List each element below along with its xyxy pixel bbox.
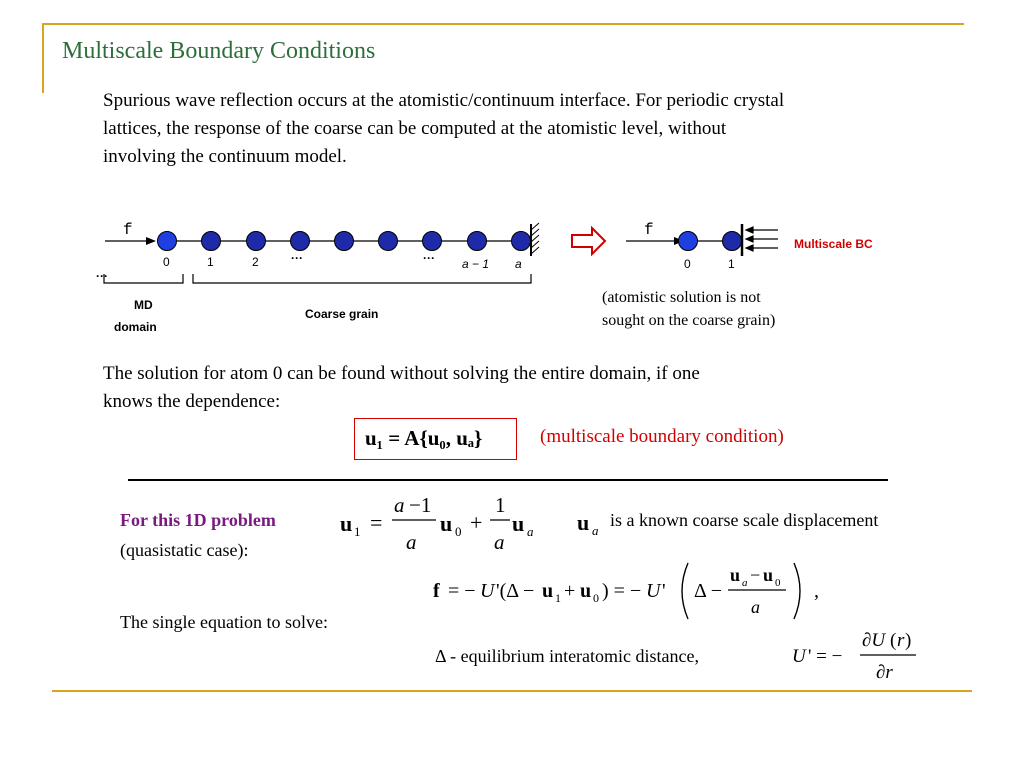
top-rule (42, 23, 964, 25)
svg-text:u: u (440, 511, 453, 536)
svg-text:': ' (662, 580, 666, 602)
slide-title: Multiscale Boundary Conditions (62, 38, 376, 64)
atom-5 (379, 232, 398, 251)
atom-label-a: a (515, 257, 522, 271)
reduced-atom-0 (679, 232, 698, 251)
svg-text:U: U (792, 646, 806, 667)
multiscale-bc-label: Multiscale BC (794, 237, 873, 251)
boxed-equation-text: u₁ = A{u₀, uₐ} (365, 426, 483, 450)
solution-paragraph (103, 360, 700, 416)
atom-label-1: 1 (207, 255, 214, 269)
svg-text:a: a (751, 597, 760, 617)
displacement-note: is a known coarse scale displacement (610, 510, 879, 530)
svg-text:0: 0 (593, 591, 599, 605)
svg-text:a: a (527, 524, 534, 539)
svg-text:∂U: ∂U (862, 630, 886, 651)
svg-text:0: 0 (775, 577, 781, 589)
atom-label-ellipsis-2: ··· (423, 251, 435, 265)
atom-label-0: 0 (163, 255, 170, 269)
section-divider (128, 479, 888, 481)
wall-hatching (531, 223, 539, 254)
force-arrowhead-left (146, 237, 156, 245)
md-bracket (104, 274, 183, 283)
solution-line-2: knows the dependence: (103, 391, 281, 412)
svg-text:f: f (433, 580, 440, 602)
svg-text:u: u (730, 565, 741, 585)
u-prime-equation (790, 626, 930, 690)
boxed-equation (354, 418, 517, 460)
reduced-chain-diagram (620, 210, 920, 280)
u1-equation (336, 487, 556, 557)
svg-text:): ) (905, 630, 912, 651)
atom-3 (291, 232, 310, 251)
reduced-atom-label-0: 0 (684, 257, 691, 271)
svg-text:U: U (480, 580, 495, 602)
atom-2 (247, 232, 266, 251)
svg-text:u: u (340, 511, 353, 536)
svg-text:Δ −: Δ − (694, 580, 723, 602)
bc-arrows (746, 227, 778, 251)
svg-text:+: + (564, 580, 576, 602)
md-label-line-1: MD (134, 298, 153, 312)
svg-text:r: r (897, 630, 905, 651)
svg-text:U: U (646, 580, 661, 602)
ua-symbol (575, 508, 605, 538)
svg-text:1: 1 (495, 493, 506, 517)
svg-text:a: a (394, 493, 405, 517)
svg-text:a: a (592, 523, 599, 538)
svg-text:u: u (577, 510, 590, 535)
svg-text:a: a (406, 530, 417, 554)
svg-text:) = −: ) = − (602, 580, 642, 602)
atom-label-ellipsis-1: ··· (291, 251, 303, 265)
intro-line-3: involving the continuum model. (103, 146, 347, 167)
force-equation (430, 557, 840, 627)
svg-text:a: a (742, 577, 748, 589)
svg-text:+: + (470, 510, 483, 535)
svg-text:' = −: ' = − (808, 646, 843, 667)
force-label-right: f (644, 221, 654, 239)
svg-text:−: − (750, 565, 761, 585)
svg-text:(: ( (890, 630, 897, 651)
intro-line-2: lattices, the response of the coarse can be computed at the atomistic level, without (103, 118, 727, 139)
svg-text:−1: −1 (409, 493, 432, 517)
svg-text:u: u (580, 580, 592, 602)
coarse-grain-note (602, 286, 775, 332)
atom-a-minus-1 (468, 232, 487, 251)
problem-subheading: (quasistatic case): (120, 540, 249, 560)
intro-line-1: Spurious wave reflection occurs at the atomistic/continuum interface. For periodic crystal (103, 90, 785, 111)
svg-text:,: , (814, 580, 819, 602)
svg-text:1: 1 (354, 524, 361, 539)
left-rule (42, 23, 44, 93)
svg-text:u: u (542, 580, 554, 602)
svg-text:= −: = − (448, 580, 476, 602)
atom-1 (202, 232, 221, 251)
svg-text:a: a (494, 530, 505, 554)
coarse-bracket (193, 274, 531, 283)
force-label-left: f (123, 221, 133, 239)
atom-6 (423, 232, 442, 251)
reduced-atom-1 (723, 232, 742, 251)
bottom-rule (52, 690, 972, 692)
atom-a (512, 232, 531, 251)
md-ellipsis: ··· (96, 269, 108, 283)
svg-text:∂r: ∂r (876, 662, 893, 683)
svg-text:u: u (763, 565, 774, 585)
atom-chain-diagram (90, 210, 550, 340)
atom-0 (158, 232, 177, 251)
svg-text:=: = (370, 510, 383, 535)
svg-text:'(Δ −: '(Δ − (496, 580, 535, 602)
multiscale-bc-note: (multiscale boundary condition) (540, 426, 784, 447)
implies-arrow-icon (570, 226, 608, 256)
single-equation-label: The single equation to solve: (120, 612, 328, 632)
coarse-grain-note-line-2: sought on the coarse grain) (602, 312, 776, 329)
atom-4 (335, 232, 354, 251)
solution-line-1: The solution for atom 0 can be found without solving the entire domain, if one (103, 363, 700, 384)
intro-paragraph (103, 87, 784, 171)
delta-note: Δ - equilibrium interatomic distance, (435, 646, 700, 666)
svg-text:1: 1 (555, 591, 561, 605)
reduced-atom-label-1: 1 (728, 257, 735, 271)
md-label-line-2: domain (114, 320, 157, 334)
problem-heading: For this 1D problem (120, 510, 276, 530)
atom-label-2: 2 (252, 255, 259, 269)
atom-label-a-minus-1: a − 1 (462, 257, 490, 271)
svg-text:0: 0 (455, 524, 462, 539)
svg-text:u: u (512, 511, 525, 536)
coarse-grain-note-line-1: (atomistic solution is not (602, 289, 761, 306)
coarse-grain-label: Coarse grain (305, 307, 379, 321)
